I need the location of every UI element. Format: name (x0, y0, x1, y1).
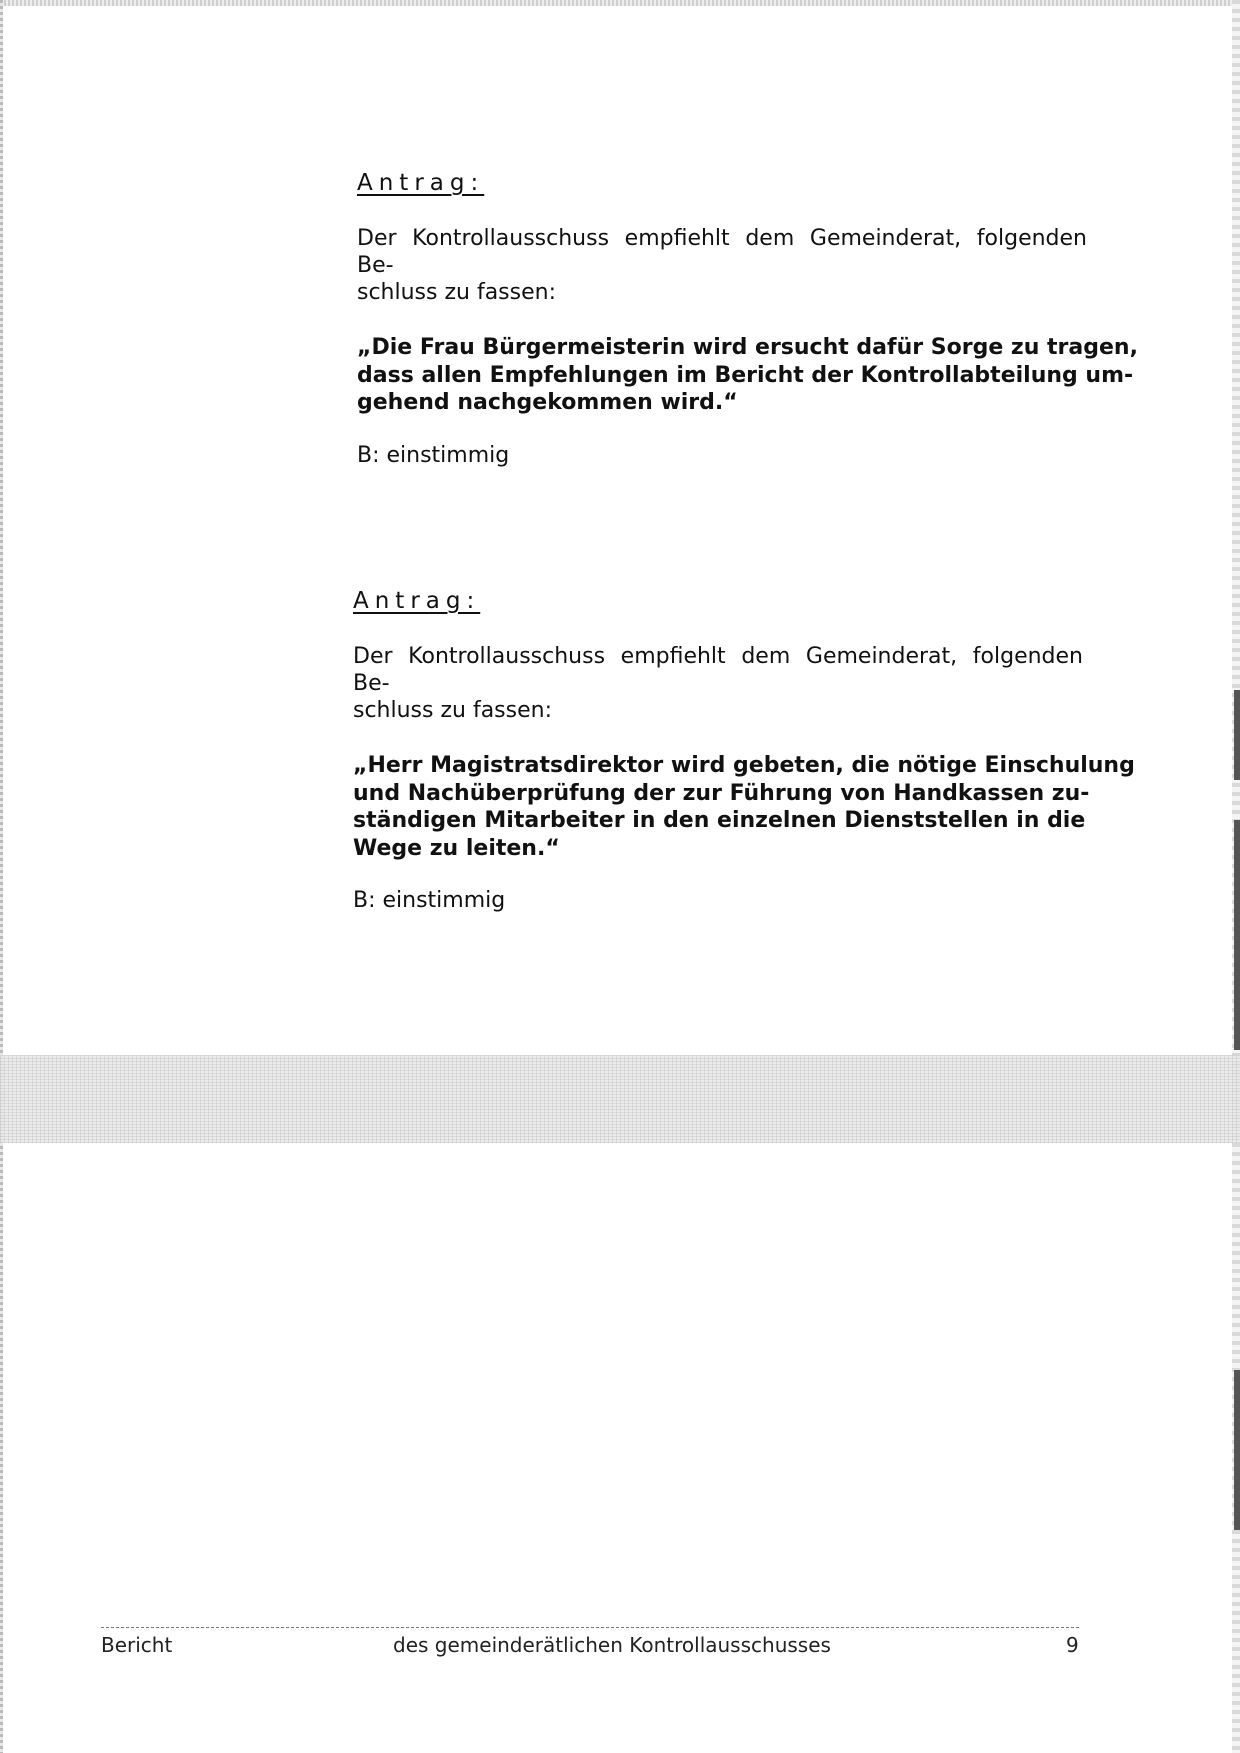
motion-intro-line: Der Kontrollausschuss empfiehlt dem Gemeinderat, folgenden Be- (357, 226, 1087, 278)
resolution-line: und Nachüberprüfung der zur Führung von Handkassen zu- (353, 780, 1090, 806)
resolution-line: Wege zu leiten.“ (353, 835, 560, 861)
footer-center: des gemeinderätlichen Kontrollausschusses (393, 1633, 831, 1657)
motion-intro (357, 225, 1087, 306)
resolution-line: gehend nachgekommen wird.“ (357, 390, 738, 415)
resolution-line: „Die Frau Bürgermeisterin wird ersucht dafür Sorge zu tragen, (357, 335, 1138, 360)
footer-divider (101, 1627, 1079, 1628)
scan-edge-right-dark (1234, 690, 1240, 780)
vote-result: B: einstimmig (353, 888, 506, 913)
motion-intro-line: schluss zu fassen: (353, 698, 552, 723)
resolution-line: dass allen Empfehlungen im Bericht der Kontrollabteilung um- (357, 362, 1134, 388)
scan-gray-band (0, 1055, 1240, 1143)
motion-resolution (353, 752, 1135, 862)
scan-edge-left (0, 0, 3, 1753)
page-number: 9 (1066, 1633, 1079, 1657)
motion-intro-line: Der Kontrollausschuss empfiehlt dem Gemeinderat, folgenden Be- (353, 644, 1083, 696)
motion-heading: Antrag: (357, 170, 485, 196)
vote-result: B: einstimmig (357, 442, 510, 468)
scan-edge-right-dark (1234, 820, 1240, 1050)
motion-resolution (357, 334, 1138, 417)
motion-intro (353, 643, 1083, 724)
resolution-line: ständigen Mitarbeiter in den einzelnen Dienststellen in die (353, 808, 1086, 833)
motion-intro-line: schluss zu fassen: (357, 280, 556, 305)
footer-left: Bericht (101, 1633, 173, 1657)
resolution-line: „Herr Magistratsdirektor wird gebeten, die nötige Einschulung (353, 753, 1135, 778)
scan-edge-top (0, 0, 1240, 6)
motion-heading: Antrag: (353, 588, 481, 614)
motion-section-2 (353, 588, 1135, 913)
scan-edge-right-dark (1234, 1370, 1240, 1530)
motion-section-1 (357, 170, 1138, 468)
